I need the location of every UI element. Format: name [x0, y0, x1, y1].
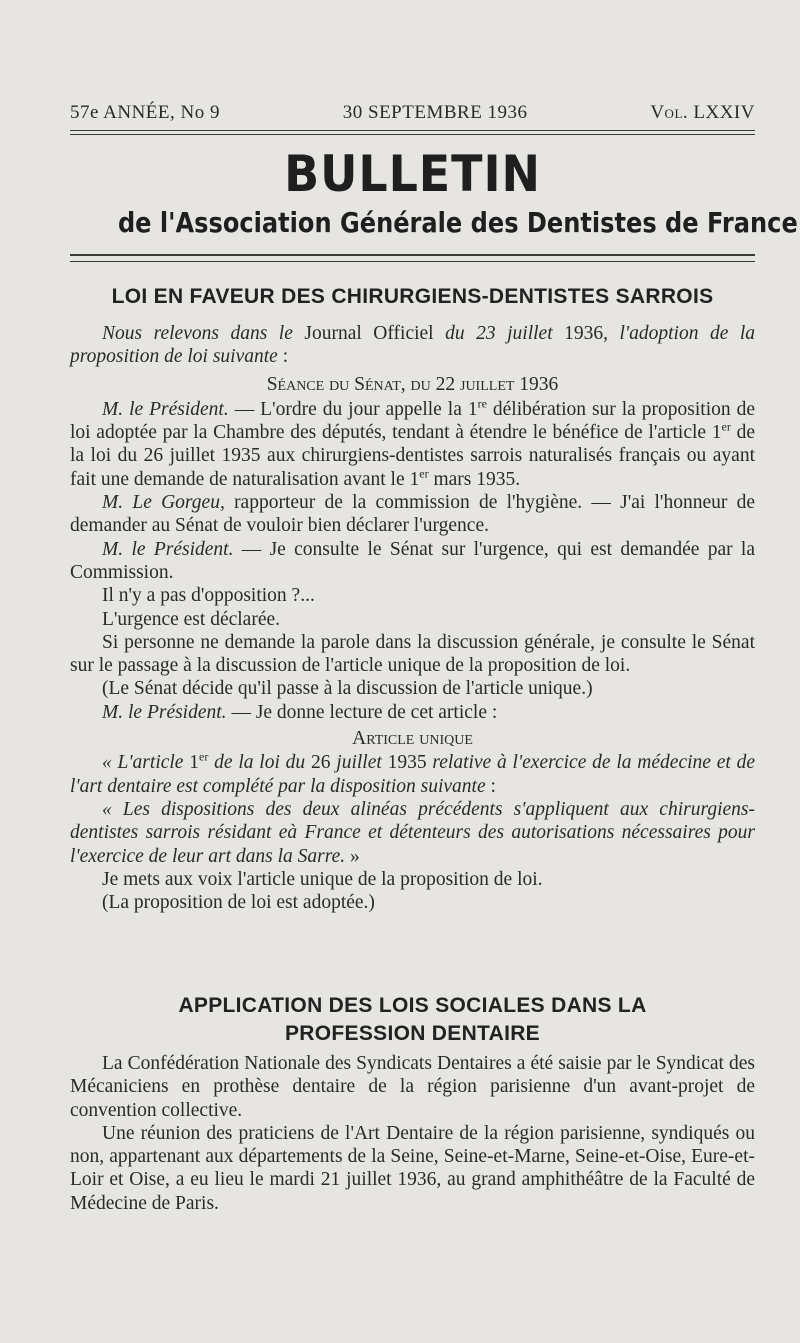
issue-volume: Vol. LXXIV [650, 102, 755, 123]
paragraph: M. Le Gorgeu, rapporteur de la commission de l'hygiène. — J'ai l'honneur de demander au Sénat de vouloir bien déclarer l'urgence. [70, 492, 755, 537]
paragraph: Si personne ne demande la parole dans la discussion générale, je consulte le Sénat sur le passage à la discussion de l'article unique de la proposition de loi. [70, 631, 755, 677]
paragraph: M. le Président. — Je donne lecture de cet article : [102, 701, 498, 723]
paragraph: M. le Président. — Je consulte le Sénat sur l'urgence, qui est demandée par la Commission. [70, 538, 755, 583]
paragraph: L'urgence est déclarée. [102, 608, 281, 630]
paragraph: Je mets aux voix l'article unique de la proposition de loi. [102, 868, 543, 890]
top-rule [70, 130, 755, 131]
article2-heading-line1: APPLICATION DES LOIS SOCIALES DANS LA [178, 994, 647, 1017]
article1-heading: LOI EN FAVEUR DES CHIRURGIENS-DENTISTES SARROIS [111, 285, 714, 308]
masthead-rule [70, 254, 755, 256]
paragraph: Il n'y a pas d'opposition ?... [102, 585, 315, 607]
masthead-rule-thin [70, 261, 755, 262]
paragraph: Une réunion des praticiens de l'Art Dentaire de la région parisienne, syndiqués ou non, appartenant aux départements de la Seine, Seine-et-Marne, Seine-et-Oise, Eure-et-Loir et Oise, a eu lieu le mardi 21 juillet 1936, au grand amphithéâtre de la Faculté de Médecine de Paris. [70, 1122, 755, 1214]
paragraph: La Confédération Nationale des Syndicats Dentaires a été saisie par le Syndicat des Mécaniciens en prothèse dentaire de la région parisienne d'un avant-projet de convention collective. [70, 1053, 755, 1121]
bulletin-title: BULLETIN [284, 145, 541, 203]
paragraph: (La proposition de loi est adoptée.) [102, 892, 375, 914]
paragraph: M. le Président. — L'ordre du jour appelle la 1re délibération sur la proposition de loi adoptée par la Chambre des députés, tendant à étendre le bénéfice de l'article 1er de la loi du 26 juillet 1935 aux chirurgiens-dentistes sarrois naturalisés français ou ayant fait une demande de naturalisation avant le 1er mars 1935. [70, 396, 756, 490]
top-rule-thin [70, 134, 755, 135]
issue-date: 30 SEPTEMBRE 1936 [342, 102, 528, 123]
article2-heading [70, 992, 755, 1048]
seance-line: Séance du Sénat, du 22 juillet 1936 [266, 373, 559, 395]
article2-heading-line2: PROFESSION DENTAIRE [284, 1022, 540, 1045]
bulletin-subtitle: de l'Association Générale des Dentistes de France [117, 206, 798, 239]
paragraph: (Le Sénat décide qu'il passe à la discussion de l'article unique.) [102, 678, 593, 700]
issue-line [70, 102, 755, 124]
article-unique-label: Article unique [352, 728, 473, 750]
quoted-disposition: « Les dispositions des deux alinéas précédents s'appliquent aux chirurgiens-dentistes sarrois résidant eà France et détenteurs des autorisations nécessaires pour l'exercice de leur art dans la Sarre. » [70, 798, 755, 867]
article1-body [70, 322, 755, 914]
article1-intro: Nous relevons dans le Journal Officiel du 23 juillet 1936, l'adoption de la proposition de loi suivante : [70, 323, 756, 368]
quoted-article: « L'article 1er de la loi du 26 juillet 1935 relative à l'exercice de la médecine et de l'art dentaire est complété par la disposition suivante : [70, 749, 755, 797]
article2-body [70, 1052, 755, 1215]
issue-number: 57e ANNÉE, No 9 [70, 102, 220, 123]
